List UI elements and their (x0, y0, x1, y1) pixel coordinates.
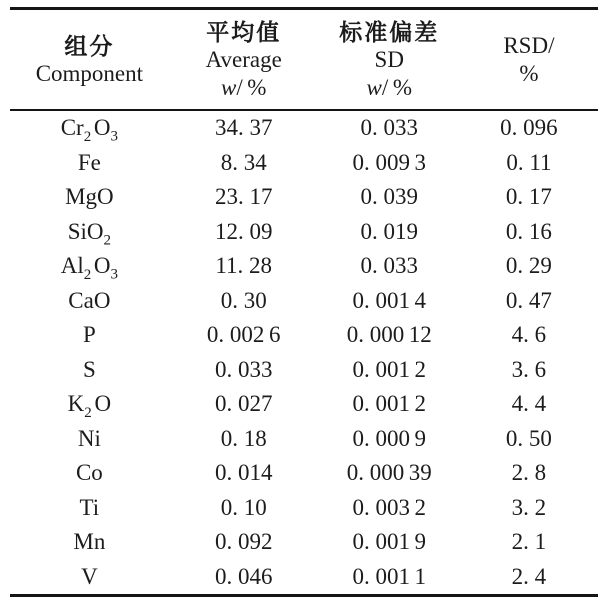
subscript: 2 (103, 232, 112, 249)
average-cell: 0. 30 (220, 287, 267, 313)
average-cell: 11. 28 (215, 253, 273, 279)
sd-cell: 0. 003 2 (352, 494, 427, 520)
component-cell: CaO (68, 287, 111, 313)
rsd-cell: 4. 6 (511, 322, 547, 348)
average-cell: 23. 17 (214, 184, 273, 210)
subscript: 2 (83, 128, 92, 145)
table-body (10, 110, 598, 596)
sd-header-zh: 标准偏差 (339, 18, 440, 45)
w-symbol: w (220, 74, 237, 100)
rsd-header-line1: RSD/ (503, 32, 555, 58)
table-row (10, 146, 598, 181)
subscript: 2 (84, 404, 92, 421)
rsd-cell: 0. 29 (505, 253, 552, 279)
percent-suffix: / % (236, 74, 267, 100)
average-cell: 0. 18 (220, 425, 267, 451)
subscript: 3 (110, 266, 119, 283)
percent-suffix: / % (381, 74, 412, 100)
table-row (10, 110, 598, 146)
subscript: 2 (83, 266, 92, 283)
rsd-cell: 0. 11 (506, 149, 552, 175)
table-row (10, 318, 598, 353)
rsd-header-line2: % (519, 60, 539, 86)
rsd-cell: 0. 096 (500, 115, 558, 141)
subscript: 3 (110, 128, 119, 145)
average-cell: 0. 092 (214, 529, 273, 555)
component-header-zh: 组分 (64, 32, 115, 59)
table-row (10, 491, 598, 526)
table-row (10, 353, 598, 388)
sd-cell: 0. 033 (360, 253, 418, 279)
component-cell: Ti (79, 494, 100, 520)
rsd-cell: 3. 2 (511, 494, 547, 520)
sd-header-en: SD (374, 46, 404, 72)
sd-cell: 0. 000 39 (346, 460, 432, 486)
sd-cell: 0. 001 2 (352, 391, 427, 417)
col-header-average (169, 9, 319, 111)
average-header-unit (169, 74, 319, 102)
component-cell: Fe (77, 149, 101, 175)
average-cell: 0. 002 6 (206, 322, 281, 348)
average-cell: 8. 34 (220, 149, 267, 175)
col-header-sd (319, 9, 460, 111)
component-cell: MgO (65, 184, 114, 210)
average-cell: 0. 033 (214, 356, 273, 382)
header-row (10, 9, 598, 111)
col-header-rsd (460, 9, 598, 111)
component-cell: S (82, 356, 96, 382)
sd-cell: 0. 000 12 (346, 322, 432, 348)
rsd-cell: 0. 16 (505, 218, 552, 244)
average-header-en: Average (205, 46, 282, 72)
average-header-zh: 平均值 (206, 18, 282, 45)
average-cell: 0. 027 (214, 391, 273, 417)
component-cell: Ni (77, 425, 101, 451)
rsd-cell: 0. 47 (505, 287, 552, 313)
rsd-cell: 2. 4 (511, 563, 547, 589)
table-row (10, 456, 598, 491)
table-row (10, 560, 598, 596)
table-header (10, 9, 598, 111)
sd-cell: 0. 009 3 (352, 149, 427, 175)
sd-cell: 0. 001 1 (352, 563, 427, 589)
rsd-cell: 0. 17 (505, 184, 552, 210)
rsd-cell: 4. 4 (511, 391, 547, 417)
sd-header-unit (319, 74, 460, 102)
sd-cell: 0. 001 9 (352, 529, 427, 555)
col-header-component (10, 9, 169, 111)
component-cell: $Al_2$ $O_3$ (60, 253, 119, 283)
table-row (10, 284, 598, 319)
sd-cell: 0. 019 (360, 218, 418, 244)
component-cell: SiO$_2$ (67, 218, 112, 249)
sd-cell: 0. 039 (360, 184, 418, 210)
average-cell: 34. 37 (214, 115, 273, 141)
composition-analysis-table (10, 7, 598, 597)
component-header-en: Component (35, 60, 144, 86)
table-row (10, 525, 598, 560)
table-row (10, 387, 598, 422)
sd-cell: 0. 001 4 (352, 287, 427, 313)
sd-cell: 0. 033 (360, 115, 418, 141)
component-cell: P (82, 322, 96, 348)
rsd-cell: 0. 50 (505, 425, 552, 451)
rsd-cell: 2. 1 (511, 529, 547, 555)
component-cell: $K_2$ O (67, 391, 112, 421)
table-row (10, 249, 598, 284)
component-cell: $Cr_2$ $O_3$ (60, 115, 119, 145)
component-cell: Mn (73, 529, 106, 555)
w-symbol: w (366, 74, 382, 100)
sd-cell: 0. 000 9 (352, 425, 427, 451)
average-cell: 0. 046 (214, 563, 273, 589)
average-cell: 0. 014 (214, 460, 273, 486)
average-cell: 12. 09 (214, 218, 273, 244)
rsd-cell: 2. 8 (511, 460, 547, 486)
rsd-cell: 3. 6 (511, 356, 547, 382)
component-cell: Co (75, 460, 103, 486)
component-cell: V (81, 563, 98, 589)
table-row (10, 422, 598, 457)
table-row (10, 215, 598, 250)
average-cell: 0. 10 (220, 494, 267, 520)
table-row (10, 180, 598, 215)
sd-cell: 0. 001 2 (352, 356, 427, 382)
